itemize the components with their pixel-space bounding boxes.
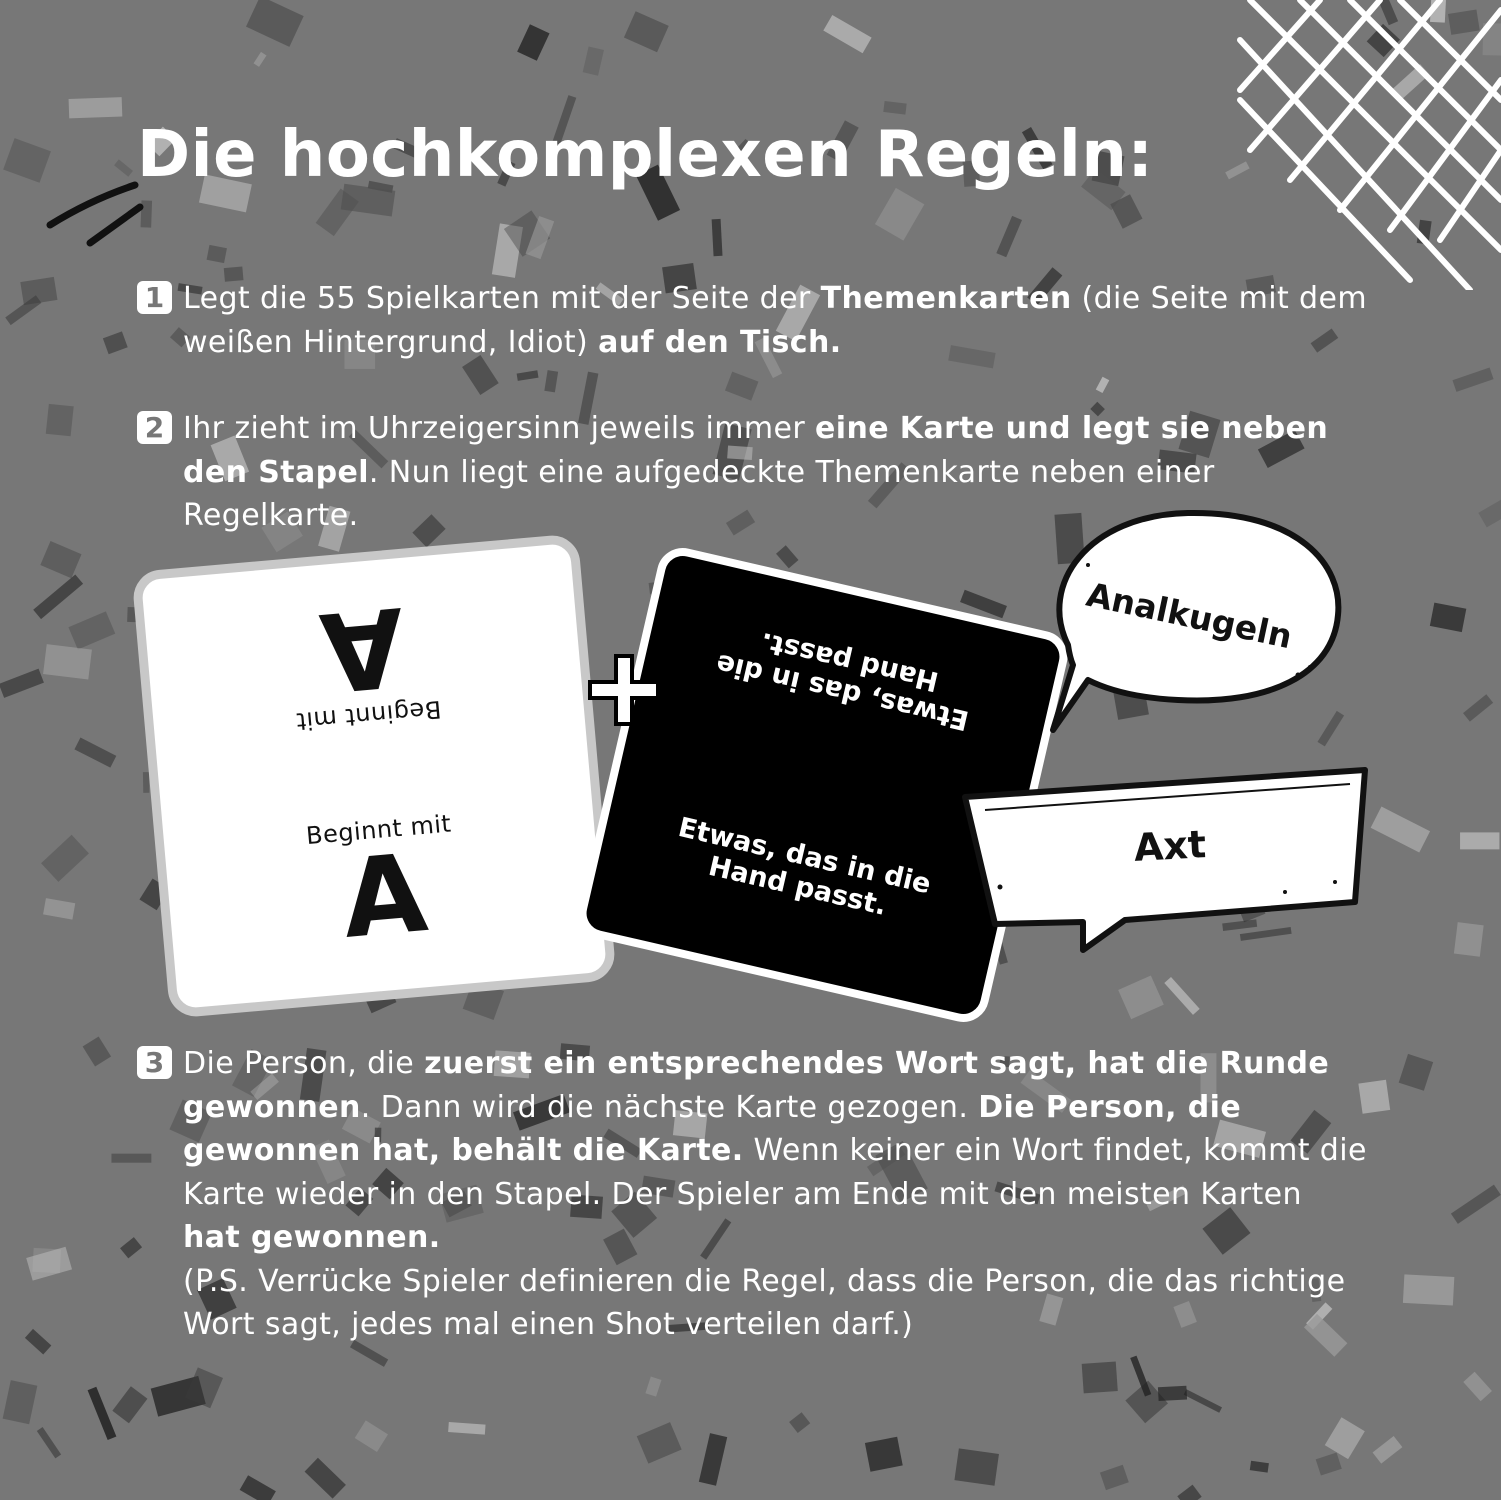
confetti-piece [865, 1437, 903, 1472]
confetti-piece [69, 97, 123, 118]
bold-text: auf den Tisch. [598, 324, 842, 360]
speech-bubble-answer-2: Axt [1132, 822, 1208, 870]
page-title: Die hochkomplexen Regeln: [137, 118, 1154, 192]
confetti-piece [112, 1386, 147, 1423]
confetti-piece [37, 1427, 61, 1458]
confetti-piece [25, 1329, 51, 1355]
confetti-piece [74, 738, 116, 768]
confetti-piece [954, 1448, 999, 1485]
text-run: . Dann wird die nächste Karte gezogen. [360, 1089, 979, 1125]
confetti-piece [26, 1247, 72, 1281]
confetti-piece [544, 370, 558, 392]
confetti-piece [1452, 368, 1493, 392]
step-text [183, 277, 1367, 364]
confetti-piece [207, 245, 227, 263]
confetti-piece [517, 370, 539, 381]
speech-bubble-answer-1: Analkugeln [1083, 574, 1296, 657]
plus-icon [584, 650, 664, 730]
confetti-piece [699, 1433, 727, 1486]
confetti-piece [448, 1422, 485, 1435]
step-number-badge: 2 [137, 411, 172, 444]
confetti-piece [1463, 694, 1493, 721]
step-number-badge: 1 [137, 281, 172, 314]
theme-card-mirrored-face [144, 575, 584, 748]
confetti-piece [1460, 832, 1499, 849]
step-text [183, 1042, 1367, 1347]
confetti-piece [68, 611, 115, 649]
confetti-piece [1463, 1372, 1492, 1401]
rule-step-3 [137, 1042, 1367, 1347]
confetti-piece [83, 1036, 112, 1066]
confetti-piece [88, 1387, 117, 1440]
theme-card-label-mirrored: Beginnt mit [294, 694, 443, 736]
confetti-piece [1454, 922, 1484, 957]
confetti-piece [305, 1458, 346, 1499]
confetti-piece [0, 669, 44, 698]
confetti-piece [875, 188, 924, 241]
slash-marks-decoration [40, 165, 150, 255]
confetti-piece [1184, 1389, 1222, 1413]
step-number-badge: 3 [137, 1046, 172, 1079]
confetti-piece [41, 835, 89, 882]
text-run: Wenn keiner ein Wort findet, kommt die Karte wieder in den Stapel. Der Spieler am Ende mit den meisten Karten [183, 1133, 1367, 1212]
confetti-piece [883, 101, 906, 115]
confetti-piece [645, 1377, 661, 1397]
confetti-piece [43, 644, 92, 679]
confetti-piece [3, 1380, 38, 1424]
confetti-piece [40, 541, 81, 578]
confetti-piece [996, 216, 1022, 257]
bold-text: hat gewonnen. [183, 1220, 441, 1255]
confetti-piece [1451, 1185, 1501, 1224]
text-run: (die Seite mit dem weißen Hintergrund, Idiot) [183, 281, 1367, 360]
confetti-piece [1399, 1054, 1433, 1091]
confetti-piece [246, 0, 304, 47]
confetti-piece [355, 1420, 388, 1452]
confetti-piece [1478, 487, 1501, 527]
bold-text: Die Person, die gewonnen hat, behält die Karte. [183, 1089, 1242, 1168]
confetti-piece [1325, 1417, 1365, 1459]
theme-card-face [163, 797, 603, 970]
text-run: (P.S. Verrücke Spieler definieren die Regel, dass die Person, die das richtige Wort sagt, jedes mal einen Shot verteilen darf.) [183, 1263, 1346, 1342]
confetti-piece [46, 404, 74, 436]
confetti-piece [1373, 1436, 1403, 1464]
text-run: Die Person, die [183, 1046, 425, 1081]
theme-card-letter-mirrored: A [315, 582, 410, 714]
confetti-piece [1430, 603, 1466, 632]
confetti-piece [33, 574, 83, 619]
confetti-piece [776, 545, 798, 568]
confetti-piece [712, 219, 723, 256]
crosshatch-grid-decoration [1230, 0, 1501, 290]
confetti-piece [1316, 1453, 1342, 1476]
confetti-piece [1100, 1465, 1129, 1490]
confetti-piece [1403, 1274, 1454, 1305]
confetti-piece [1158, 1386, 1187, 1401]
confetti-piece [637, 1422, 682, 1464]
confetti-piece [1250, 1461, 1269, 1473]
confetti-piece [517, 24, 549, 61]
confetti-piece [583, 46, 604, 75]
text-run: Ihr zieht im Uhrzeigersinn jeweils immer [183, 411, 816, 446]
text-run: . Nun liegt eine aufgedeckte Themenkarte neben einer Regelkarte. [183, 454, 1215, 533]
confetti-piece [103, 331, 128, 354]
rule-step-1 [137, 277, 1367, 364]
confetti-piece [624, 11, 669, 52]
confetti-piece [823, 15, 871, 53]
confetti-piece [254, 52, 267, 67]
confetti-piece [789, 1412, 810, 1433]
text-run: Legt die 55 Spielkarten mit der Seite der [183, 281, 821, 316]
confetti-piece [1164, 977, 1199, 1015]
theme-card-label: Beginnt mit [304, 809, 453, 851]
bold-text: eine Karte und legt sie neben den Stapel [183, 411, 1329, 490]
confetti-piece [240, 1475, 276, 1500]
confetti-piece [725, 372, 758, 401]
bold-text: zuerst ein entsprechendes Wort sagt, hat die Runde gewonnen [183, 1046, 1330, 1125]
confetti-piece [1118, 976, 1164, 1020]
confetti-piece [1096, 377, 1110, 393]
confetti-piece [1082, 1361, 1118, 1393]
theme-card-white [131, 533, 616, 1018]
confetti-piece [43, 898, 75, 919]
confetti-piece [1177, 1485, 1201, 1500]
rule-card-text: Etwas, das in die Hand passt. [675, 812, 934, 922]
bold-text: Themenkarten [820, 281, 1072, 316]
rule-card-text-mirrored: Etwas, das in die Hand passt. [713, 625, 972, 736]
theme-card-letter: A [337, 831, 432, 963]
